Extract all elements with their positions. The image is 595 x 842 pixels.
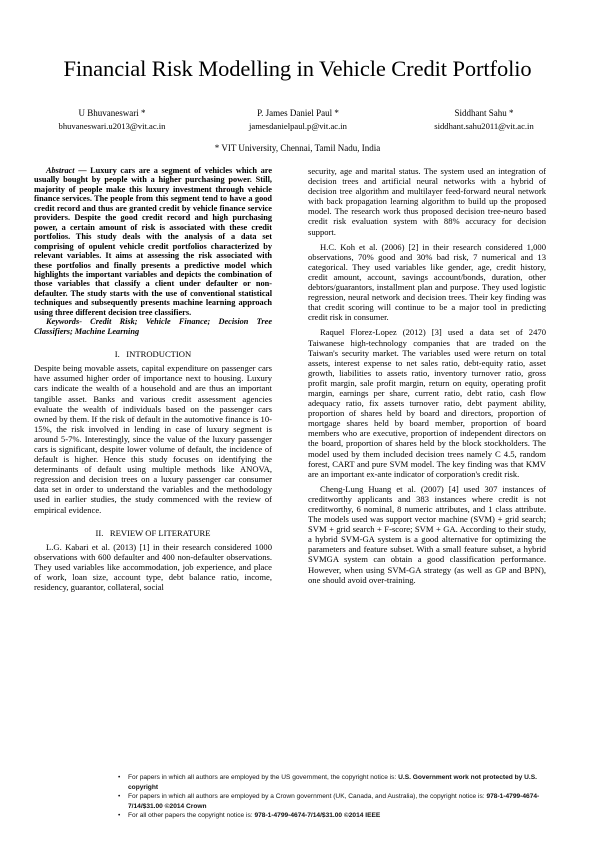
bullet-icon: • bbox=[118, 812, 121, 820]
copyright-footnotes bbox=[118, 773, 558, 821]
section-heading-introduction: I. INTRODUCTION bbox=[114, 349, 192, 360]
review-paragraph-3: Raquel Florez-Lopez (2012) [3] used a data set of 2470 Taiwanese high-technology companies that are traded on the Taiwan's security market. The variables used were return on total assets, interest expense to net sales ratio, debt-equity ratio, asset growth, liabilities to assets ratio, inventory turnover ratio, gross profit margin, sale profit margin, return on equity, operating profit margin, earnings per share, current ratio, debt ratio, cash flow adequacy ratio, fix assets turnover ratio, debt payment ability, proportion of shares held by board and directors, proportion of mortgage shares held by board member, proportion of board members who are executive, proportion of independent directors on the board, proportion of shares held by the block stockholders. The model used by them included decision trees namely C 4.5, random forest, CART and pure SVM model. The key finding was that KMV are an important ex-ante indicator of corporation's credit risk. bbox=[308, 327, 546, 479]
right-column bbox=[308, 166, 546, 585]
author-name: U Bhuvaneswari * bbox=[78, 108, 146, 118]
footnote-other: • For all other papers the copyright notice is: 978-1-4799-4674-7/14/$31.00 ©2014 IEEE bbox=[118, 812, 381, 820]
section-heading-review: II. REVIEW OF LITERATURE bbox=[95, 527, 211, 538]
review-paragraph-2: H.C. Koh et al. (2006) [2] in their research considered 1,000 observations, 70% good and 30% bad risk, 7 numerical and 13 categorical. They used variables like gender, age, credit history, credit amount, account, savings account/bonds, duration, other debtors/guarantors, installment plan and purpose. They used logistic regression, neural network and decision trees. Their key finding was that credit scoring will continue to be a major tool in predicting credit risk in consumer. bbox=[308, 241, 546, 323]
review-paragraph-1-cont: security, age and marital status. The system used an integration of decision trees and artificial neural networks with a hybrid of decision tree algorithm and multilayer feed-forward neural network with back propagation learning algorithm to build up the proposed model. The research work thus proposed decision tree-neuro based credit risk evaluation system with 88% accuracy for decision support. bbox=[308, 166, 546, 237]
author-block-2 bbox=[198, 107, 398, 133]
author-email: jamesdanielpaul.p@vit.ac.in bbox=[249, 121, 347, 131]
abstract bbox=[34, 166, 272, 317]
left-column bbox=[34, 166, 272, 592]
review-paragraph-1: L.G. Kabari et al. (2013) [1] in their research considered 1000 observations with 600 defaulter and 400 non-defaulter observations. They used variables like accommodation, job experience, and place of work, loan size, account type, debt balance ratio, income, residency, guarantor, collateral, social bbox=[34, 541, 272, 593]
author-name: P. James Daniel Paul * bbox=[257, 108, 339, 118]
keywords: Keywords- Credit Risk; Vehicle Finance; Decision Tree Classifiers; Machine Learning bbox=[34, 317, 272, 336]
bullet-icon: • bbox=[118, 774, 121, 781]
author-block-3 bbox=[384, 107, 584, 133]
abstract-label: Abstract bbox=[46, 166, 75, 175]
bullet-icon: • bbox=[118, 793, 121, 801]
review-paragraph-4: Cheng-Lung Huang et al. (2007) [4] used 307 instances of creditworthy applicants and 383 instances where credit is not creditworthy, 6 nominal, 8 numeric attributes, and 1 class attribute. The models used was support vector machine (SVM) + grid search; SVM + grid search + F-score; SVM + GA. According to their study, a hybrid SVM-GA system is a good alternative for optimizing the parameters and feature subset. With a small feature subset, a hybrid SVMGA system can obtain a good classification performance. However, when using SVM-GA strategy (as well as GP and BPN), one should avoid over-training. bbox=[308, 483, 546, 585]
affiliation: * VIT University, Chennai, Tamil Nadu, India bbox=[214, 143, 381, 153]
footnote-us-government: • For papers in which all authors are employed by the US government, the copyright notice is: U.S. Government work not protected by U.S. copyright bbox=[118, 774, 537, 791]
paper-title: Financial Risk Modelling in Vehicle Credit Portfolio bbox=[63, 56, 532, 81]
abstract-text: — Luxury cars are a segment of vehicles which are usually bought by people with a higher purchasing power. Still, majority of people make this luxury investment through vehicle finance services. The people from this segment tend to have a good credit record and thus are granted credit by vehicle finance service providers. Despite the good credit record and high purchasing power, a certain amount of risk is associated with these credit portfolios. This study deals with the analysis of a data set comprising of opulent vehicle credit portfolios characterized by relevant variables. It aims at assessing the risk associated with these portfolios and finally presents a predictive model which highlights the important variables and depicts the combination of those variables that classify a client under defaulter or non-defaulter. The study starts with the use of conventional statistical techniques and subsequently presents machine learning approach using three different decision tree classifiers. bbox=[34, 166, 272, 317]
footnote-crown-government: • For papers in which all authors are employed by a Crown government (UK, Canada, and Australia), the copyright notice is: 978-1-4799-4674-7/14/$31.00 ©2014 Crown bbox=[118, 793, 540, 810]
author-name: Siddhant Sahu * bbox=[454, 108, 514, 118]
author-email: bhuvaneswari.u2013@vit.ac.in bbox=[58, 121, 166, 131]
author-email: siddhant.sahu2011@vit.ac.in bbox=[434, 121, 534, 131]
intro-paragraph: Despite being movable assets, capital expenditure on passenger cars have assumed higher order of importance next to housing. Luxury cars indicate the wealth of a household and are thus an important tangible asset. Banks and various credit assessment agencies evaluate the wealth of individuals based on the passenger cars owned by them. If the risk of default in the automotive finance is 10-15%, the risk involved in lending in case of luxury segment is around 5-7%. Interestingly, since the value of the luxury passenger cars is significant, despite lower volume of default, the incidence of default is higher. Hence this study focuses on identifying the determinants of default using multiple methods like ANOVA, regression and decision trees on a luxury passenger car consumer data set in order to understand the variables and the methodology used in earlier studies, the study commenced with the review of empirical evidence. bbox=[34, 363, 272, 515]
author-block-1 bbox=[12, 107, 212, 133]
